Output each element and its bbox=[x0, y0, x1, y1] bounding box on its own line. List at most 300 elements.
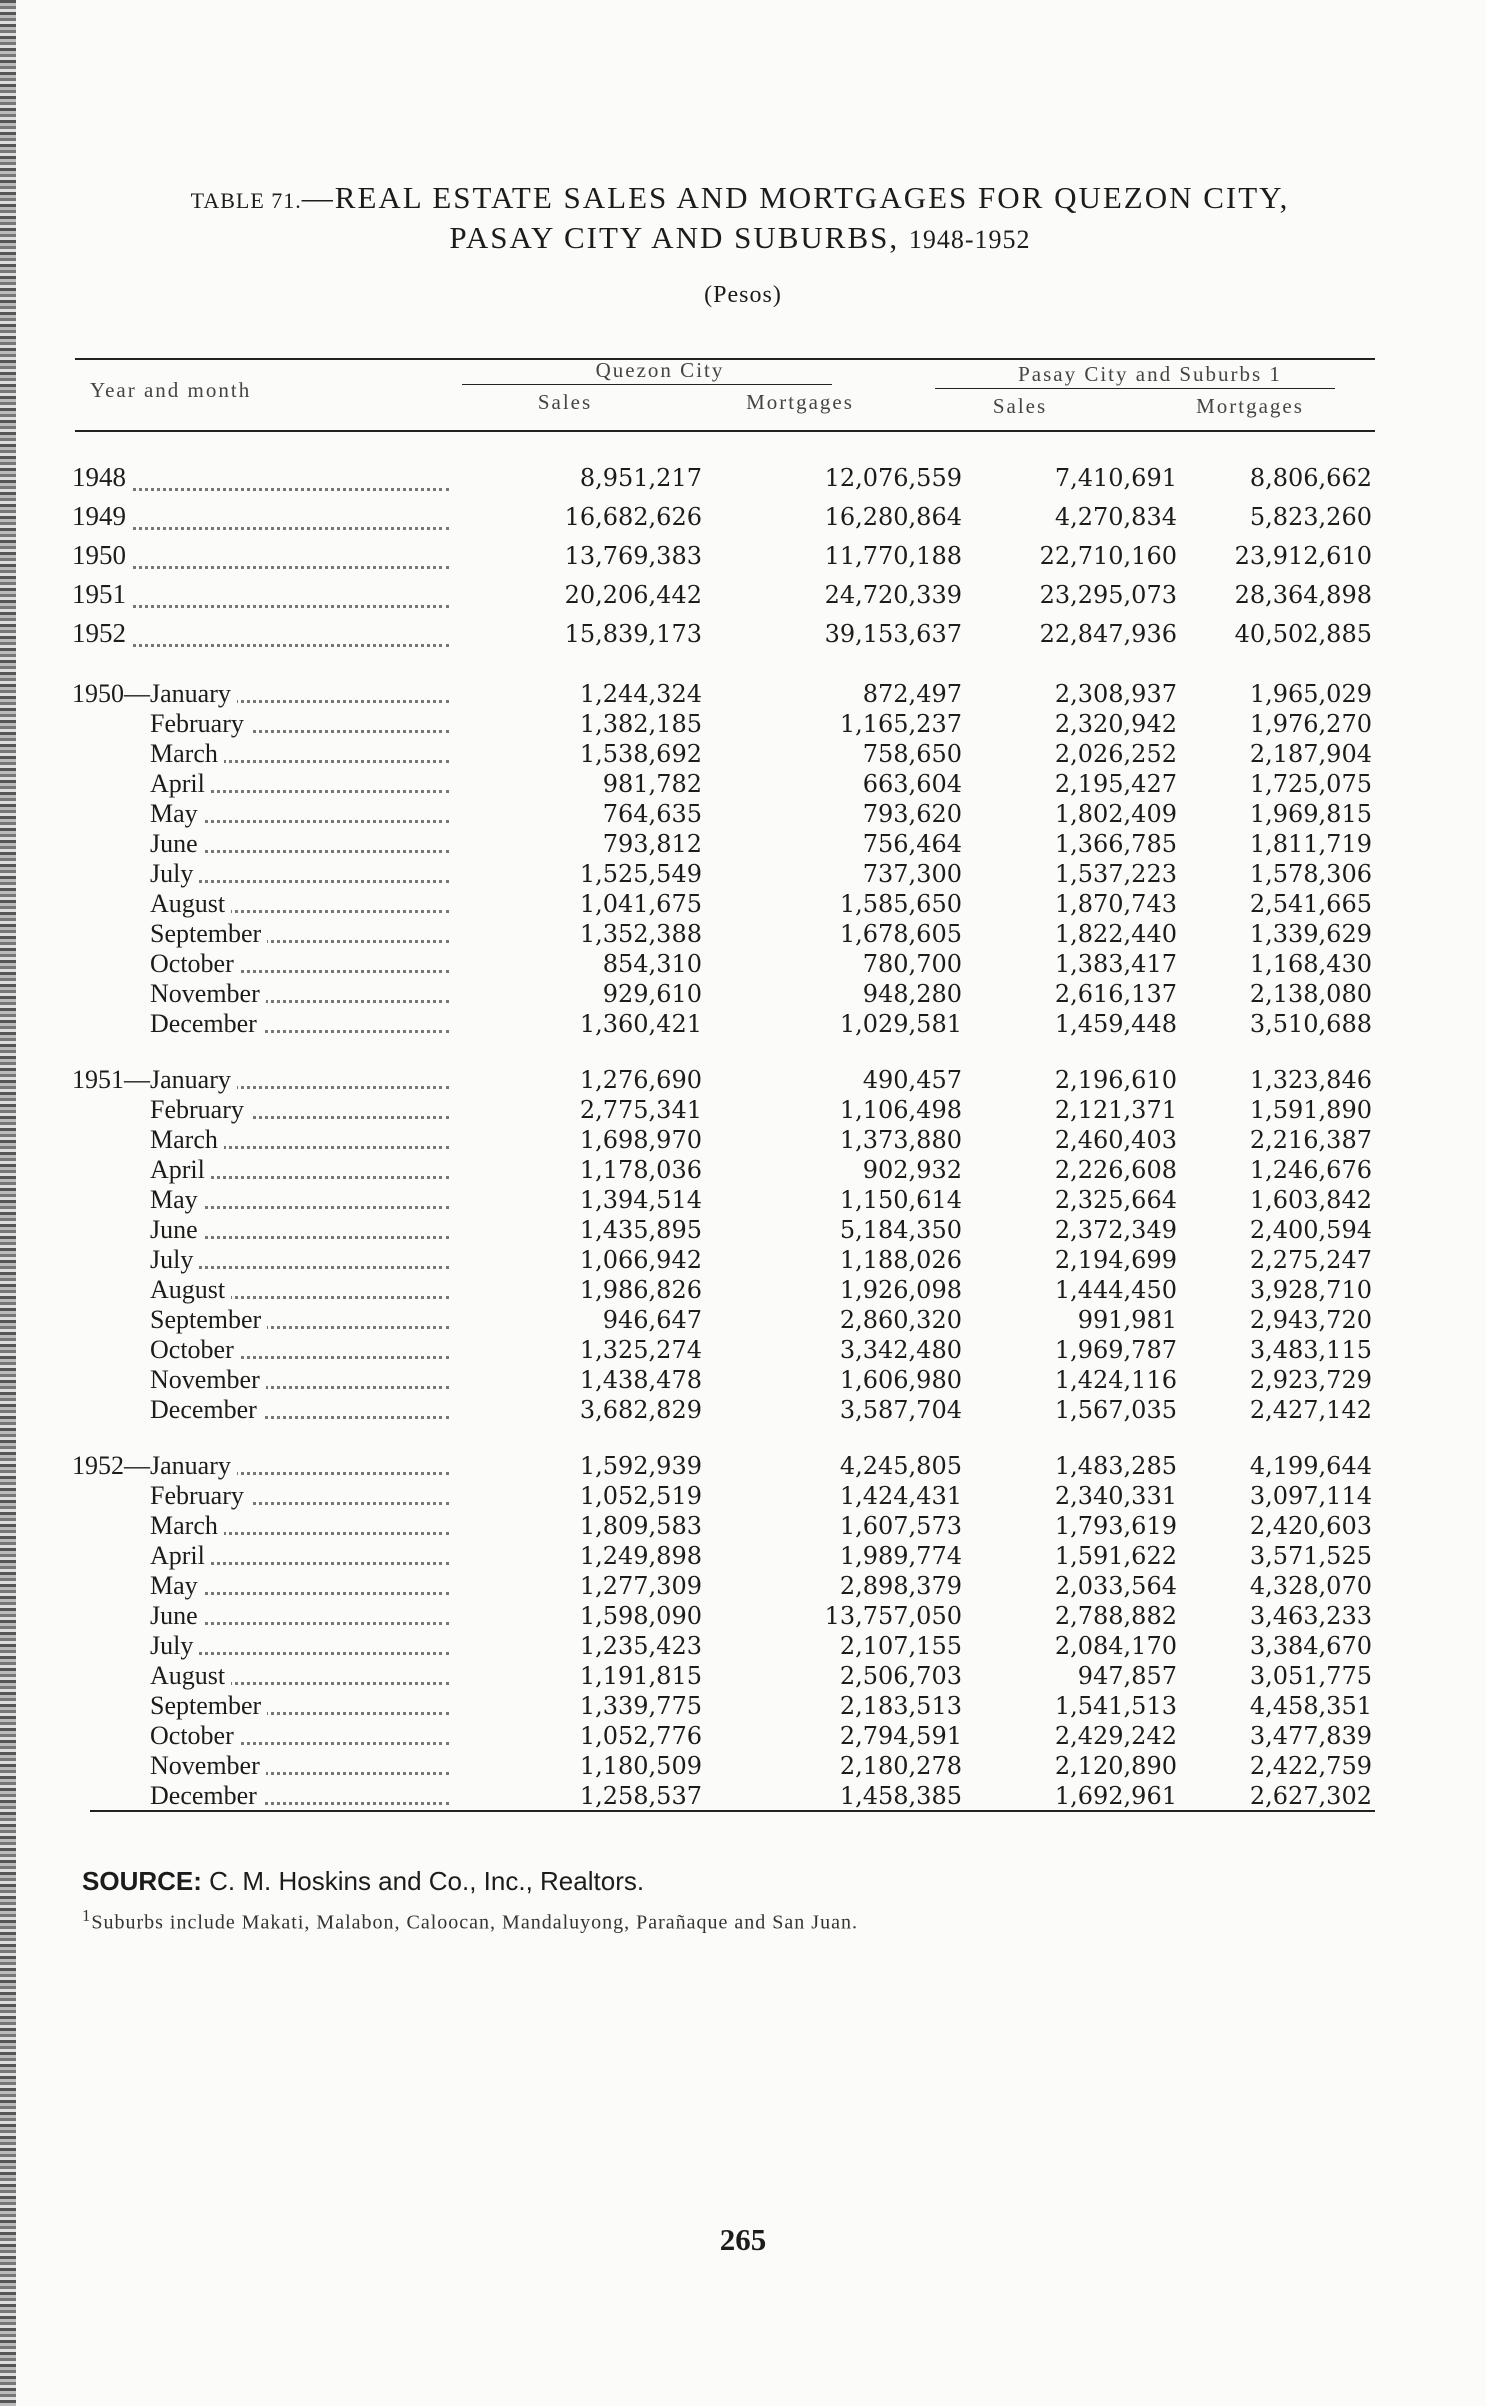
cell-ps-sales: 23,295,073 bbox=[1039, 581, 1177, 609]
cell-ps-sales: 2,121,371 bbox=[1054, 1096, 1177, 1124]
row-label-text: September bbox=[72, 1691, 267, 1720]
cell-ps-sales: 22,847,936 bbox=[1039, 620, 1177, 648]
table-row bbox=[72, 1245, 1382, 1275]
row-label-text: July bbox=[72, 859, 199, 888]
caption-title-2: PASAY CITY AND SUBURBS, bbox=[449, 220, 900, 255]
table-row bbox=[72, 497, 1382, 536]
monthly-group-1950 bbox=[72, 679, 1382, 1039]
row-label-text: May bbox=[72, 1571, 204, 1600]
row-label-text: June bbox=[72, 1601, 204, 1630]
cell-ps-sales: 1,483,285 bbox=[1054, 1452, 1177, 1480]
row-label bbox=[72, 1125, 457, 1155]
caption-years: 1948-1952 bbox=[908, 225, 1031, 254]
cell-ps-sales: 1,424,116 bbox=[1054, 1366, 1177, 1394]
table-row bbox=[72, 1541, 1382, 1571]
row-label bbox=[72, 709, 457, 739]
month-name: January bbox=[150, 679, 231, 708]
source-text: C. M. Hoskins and Co., Inc., Realtors. bbox=[209, 1866, 645, 1896]
cell-qc-mortgages: 780,700 bbox=[862, 950, 962, 978]
cell-qc-sales: 1,178,036 bbox=[579, 1156, 702, 1184]
row-label bbox=[72, 679, 457, 709]
cell-ps-mortgages: 2,627,302 bbox=[1249, 1782, 1372, 1810]
table-row bbox=[72, 1511, 1382, 1541]
row-label-text: November bbox=[72, 1751, 266, 1780]
table-row bbox=[72, 1451, 1382, 1481]
cell-qc-mortgages: 902,932 bbox=[862, 1156, 962, 1184]
row-label-text: March bbox=[72, 1511, 224, 1540]
row-label-text: 1951 bbox=[72, 579, 132, 609]
table-row bbox=[72, 889, 1382, 919]
cell-ps-sales: 2,033,564 bbox=[1054, 1572, 1177, 1600]
table-row bbox=[72, 1125, 1382, 1155]
table-row bbox=[72, 1185, 1382, 1215]
cell-ps-mortgages: 3,483,115 bbox=[1249, 1336, 1372, 1364]
cell-qc-mortgages: 11,770,188 bbox=[824, 542, 962, 570]
caption-line-1 bbox=[100, 180, 1380, 216]
cell-ps-sales: 2,120,890 bbox=[1054, 1752, 1177, 1780]
page-number: 265 bbox=[719, 2222, 767, 2257]
cell-qc-mortgages: 2,860,320 bbox=[839, 1306, 962, 1334]
row-label-text: June bbox=[72, 829, 204, 858]
cell-qc-sales: 2,775,341 bbox=[579, 1096, 702, 1124]
cell-qc-sales: 1,525,549 bbox=[579, 860, 702, 888]
table-row bbox=[72, 575, 1382, 614]
cell-ps-sales: 1,793,619 bbox=[1054, 1512, 1177, 1540]
row-label bbox=[72, 575, 457, 614]
row-label bbox=[72, 739, 457, 769]
footnote bbox=[82, 1906, 858, 1935]
table-row bbox=[72, 536, 1382, 575]
cell-qc-mortgages: 2,180,278 bbox=[839, 1752, 962, 1780]
row-label-text: December bbox=[72, 1395, 263, 1424]
cell-ps-sales: 2,226,608 bbox=[1054, 1156, 1177, 1184]
table-row bbox=[72, 1631, 1382, 1661]
monthly-group-1951 bbox=[72, 1065, 1382, 1425]
cell-ps-mortgages: 2,400,594 bbox=[1249, 1216, 1372, 1244]
row-label-text bbox=[72, 1451, 237, 1480]
row-label bbox=[72, 536, 457, 575]
cell-qc-sales: 1,258,537 bbox=[579, 1782, 702, 1810]
row-label bbox=[72, 1451, 457, 1481]
table-row bbox=[72, 859, 1382, 889]
cell-ps-mortgages: 2,923,729 bbox=[1249, 1366, 1372, 1394]
row-label-text: October bbox=[72, 1721, 240, 1750]
table-row bbox=[72, 1275, 1382, 1305]
header-qc-mortgages: Mortgages bbox=[746, 390, 854, 414]
table-row bbox=[72, 949, 1382, 979]
monthly-group-1952 bbox=[72, 1451, 1382, 1811]
cell-ps-sales: 2,026,252 bbox=[1054, 740, 1177, 768]
row-label-text: November bbox=[72, 979, 266, 1008]
cell-qc-sales: 1,394,514 bbox=[579, 1186, 702, 1214]
cell-ps-sales: 2,788,882 bbox=[1054, 1602, 1177, 1630]
row-label-text bbox=[72, 679, 237, 708]
row-label-text: July bbox=[72, 1245, 199, 1274]
month-name: January bbox=[150, 1451, 231, 1480]
cell-ps-mortgages: 23,912,610 bbox=[1234, 542, 1372, 570]
cell-qc-sales: 1,360,421 bbox=[579, 1010, 702, 1038]
row-label-text: October bbox=[72, 949, 240, 978]
row-label bbox=[72, 1721, 457, 1751]
row-label-text: February bbox=[72, 1481, 250, 1510]
row-label-text: December bbox=[72, 1009, 263, 1038]
row-label-text: May bbox=[72, 799, 204, 828]
cell-qc-sales: 20,206,442 bbox=[564, 581, 702, 609]
cell-ps-sales: 2,372,349 bbox=[1054, 1216, 1177, 1244]
cell-ps-sales: 1,567,035 bbox=[1054, 1396, 1177, 1424]
cell-qc-sales: 1,325,274 bbox=[579, 1336, 702, 1364]
cell-ps-mortgages: 2,427,142 bbox=[1249, 1396, 1372, 1424]
cell-ps-mortgages: 2,138,080 bbox=[1249, 980, 1372, 1008]
cell-ps-mortgages: 4,199,644 bbox=[1249, 1452, 1372, 1480]
cell-qc-sales: 1,249,898 bbox=[579, 1542, 702, 1570]
table-row bbox=[72, 1335, 1382, 1365]
row-label-text: April bbox=[72, 769, 211, 798]
row-label bbox=[72, 1245, 457, 1275]
cell-ps-mortgages: 3,463,233 bbox=[1249, 1602, 1372, 1630]
cell-qc-mortgages: 1,029,581 bbox=[839, 1010, 962, 1038]
row-label-text: 1949 bbox=[72, 501, 132, 531]
cell-qc-mortgages: 3,587,704 bbox=[839, 1396, 962, 1424]
table-row bbox=[72, 1751, 1382, 1781]
row-label-text: February bbox=[72, 1095, 250, 1124]
cell-qc-mortgages: 1,188,026 bbox=[839, 1246, 962, 1274]
cell-ps-sales: 1,366,785 bbox=[1054, 830, 1177, 858]
row-label bbox=[72, 1751, 457, 1781]
cell-qc-sales: 1,041,675 bbox=[579, 890, 702, 918]
data-table bbox=[72, 458, 1382, 1837]
cell-qc-mortgages: 2,107,155 bbox=[839, 1632, 962, 1660]
row-label-text: March bbox=[72, 1125, 224, 1154]
cell-qc-sales: 1,598,090 bbox=[579, 1602, 702, 1630]
row-label bbox=[72, 1275, 457, 1305]
cell-qc-mortgages: 16,280,864 bbox=[824, 503, 962, 531]
cell-ps-sales: 2,325,664 bbox=[1054, 1186, 1177, 1214]
cell-qc-sales: 946,647 bbox=[602, 1306, 702, 1334]
cell-qc-mortgages: 1,165,237 bbox=[839, 710, 962, 738]
cell-ps-mortgages: 1,168,430 bbox=[1249, 950, 1372, 978]
cell-qc-mortgages: 758,650 bbox=[862, 740, 962, 768]
cell-ps-sales: 1,802,409 bbox=[1054, 800, 1177, 828]
cell-ps-sales: 1,383,417 bbox=[1054, 950, 1177, 978]
row-label-text: June bbox=[72, 1215, 204, 1244]
cell-qc-mortgages: 490,457 bbox=[862, 1066, 962, 1094]
cell-qc-mortgages: 737,300 bbox=[862, 860, 962, 888]
cell-qc-mortgages: 1,607,573 bbox=[839, 1512, 962, 1540]
cell-qc-sales: 13,769,383 bbox=[564, 542, 702, 570]
cell-ps-mortgages: 1,969,815 bbox=[1249, 800, 1372, 828]
cell-ps-sales: 1,537,223 bbox=[1054, 860, 1177, 888]
row-label-text: October bbox=[72, 1335, 240, 1364]
cell-ps-sales: 2,195,427 bbox=[1054, 770, 1177, 798]
row-label bbox=[72, 1305, 457, 1335]
cell-qc-sales: 1,592,939 bbox=[579, 1452, 702, 1480]
cell-qc-mortgages: 3,342,480 bbox=[839, 1336, 962, 1364]
cell-ps-sales: 947,857 bbox=[1077, 1662, 1177, 1690]
table-row bbox=[72, 1065, 1382, 1095]
cell-qc-mortgages: 1,606,980 bbox=[839, 1366, 962, 1394]
table-row bbox=[72, 1365, 1382, 1395]
table-row bbox=[72, 1009, 1382, 1039]
table-row bbox=[72, 979, 1382, 1009]
cell-qc-sales: 929,610 bbox=[602, 980, 702, 1008]
cell-ps-mortgages: 3,477,839 bbox=[1249, 1722, 1372, 1750]
cell-qc-mortgages: 2,183,513 bbox=[839, 1692, 962, 1720]
header-ps-sales: Sales bbox=[992, 394, 1048, 418]
cell-qc-sales: 1,066,942 bbox=[579, 1246, 702, 1274]
cell-qc-mortgages: 1,585,650 bbox=[839, 890, 962, 918]
cell-ps-sales: 991,981 bbox=[1077, 1306, 1177, 1334]
row-label-text: 1950 bbox=[72, 540, 132, 570]
cell-qc-mortgages: 2,506,703 bbox=[839, 1662, 962, 1690]
row-label-text: March bbox=[72, 739, 224, 768]
cell-ps-sales: 1,870,743 bbox=[1054, 890, 1177, 918]
cell-qc-sales: 1,244,324 bbox=[579, 680, 702, 708]
cell-qc-sales: 1,052,519 bbox=[579, 1482, 702, 1510]
row-label bbox=[72, 1511, 457, 1541]
cell-ps-mortgages: 1,725,075 bbox=[1249, 770, 1372, 798]
row-label bbox=[72, 1481, 457, 1511]
row-label-text: April bbox=[72, 1541, 211, 1570]
cell-qc-mortgages: 2,794,591 bbox=[839, 1722, 962, 1750]
cell-qc-sales: 764,635 bbox=[602, 800, 702, 828]
row-label bbox=[72, 1365, 457, 1395]
cell-ps-mortgages: 8,806,662 bbox=[1249, 464, 1372, 492]
caption-line-2 bbox=[100, 220, 1380, 256]
table-row bbox=[72, 769, 1382, 799]
table-row bbox=[72, 1661, 1382, 1691]
header-qc-sales: Sales bbox=[537, 390, 593, 414]
cell-ps-mortgages: 3,097,114 bbox=[1249, 1482, 1372, 1510]
cell-ps-mortgages: 1,246,676 bbox=[1249, 1156, 1372, 1184]
month-name: January bbox=[150, 1065, 231, 1094]
cell-qc-sales: 3,682,829 bbox=[579, 1396, 702, 1424]
cell-ps-mortgages: 2,943,720 bbox=[1249, 1306, 1372, 1334]
row-label bbox=[72, 614, 457, 653]
year-prefix: 1950— bbox=[72, 679, 150, 708]
source-label: SOURCE: bbox=[82, 1866, 202, 1896]
footnote-marker: 1 bbox=[82, 1906, 92, 1925]
table-bottom-rule bbox=[90, 1810, 1375, 1812]
cell-qc-mortgages: 663,604 bbox=[862, 770, 962, 798]
footnote-text: Suburbs include Makati, Malabon, Caloocan, Mandaluyong, Parañaque and San Juan. bbox=[91, 1911, 858, 1934]
cell-qc-mortgages: 1,373,880 bbox=[839, 1126, 962, 1154]
cell-qc-sales: 1,191,815 bbox=[579, 1662, 702, 1690]
cell-ps-mortgages: 2,422,759 bbox=[1249, 1752, 1372, 1780]
row-label bbox=[72, 1781, 457, 1811]
header-group-pasay-rule bbox=[935, 388, 1335, 389]
cell-ps-sales: 2,340,331 bbox=[1054, 1482, 1177, 1510]
table-row bbox=[72, 1691, 1382, 1721]
cell-ps-sales: 2,084,170 bbox=[1054, 1632, 1177, 1660]
row-label bbox=[72, 1009, 457, 1039]
cell-ps-sales: 22,710,160 bbox=[1039, 542, 1177, 570]
table-row bbox=[72, 1095, 1382, 1125]
table-row bbox=[72, 458, 1382, 497]
row-label bbox=[72, 1661, 457, 1691]
header-stub: Year and month bbox=[90, 378, 252, 402]
cell-ps-sales: 4,270,834 bbox=[1054, 503, 1177, 531]
cell-ps-mortgages: 1,811,719 bbox=[1249, 830, 1372, 858]
cell-qc-mortgages: 4,245,805 bbox=[839, 1452, 962, 1480]
table-row bbox=[72, 614, 1382, 653]
row-label-text: August bbox=[72, 889, 231, 918]
cell-ps-sales: 2,429,242 bbox=[1054, 1722, 1177, 1750]
cell-ps-mortgages: 3,384,670 bbox=[1249, 1632, 1372, 1660]
cell-ps-mortgages: 4,458,351 bbox=[1249, 1692, 1372, 1720]
table-label: TABLE 71. bbox=[190, 188, 302, 213]
table-row bbox=[72, 1155, 1382, 1185]
table-row bbox=[72, 1305, 1382, 1335]
table-row bbox=[72, 1481, 1382, 1511]
cell-ps-sales: 2,308,937 bbox=[1054, 680, 1177, 708]
row-label bbox=[72, 829, 457, 859]
cell-ps-mortgages: 4,328,070 bbox=[1249, 1572, 1372, 1600]
cell-ps-mortgages: 1,603,842 bbox=[1249, 1186, 1372, 1214]
cell-ps-mortgages: 1,965,029 bbox=[1249, 680, 1372, 708]
cell-ps-mortgages: 1,591,890 bbox=[1249, 1096, 1372, 1124]
cell-ps-sales: 1,692,961 bbox=[1054, 1782, 1177, 1810]
cell-qc-sales: 981,782 bbox=[602, 770, 702, 798]
row-label-text: August bbox=[72, 1275, 231, 1304]
unit-label: (Pesos) bbox=[704, 282, 782, 308]
cell-qc-sales: 793,812 bbox=[602, 830, 702, 858]
cell-qc-sales: 1,276,690 bbox=[579, 1066, 702, 1094]
cell-qc-sales: 8,951,217 bbox=[579, 464, 702, 492]
cell-qc-mortgages: 12,076,559 bbox=[824, 464, 962, 492]
cell-qc-sales: 15,839,173 bbox=[564, 620, 702, 648]
cell-qc-mortgages: 1,678,605 bbox=[839, 920, 962, 948]
caption-dash: — bbox=[301, 180, 335, 215]
cell-ps-mortgages: 3,510,688 bbox=[1249, 1010, 1372, 1038]
row-label bbox=[72, 1215, 457, 1245]
table-caption bbox=[100, 180, 1380, 256]
cell-qc-sales: 16,682,626 bbox=[564, 503, 702, 531]
cell-ps-sales: 1,459,448 bbox=[1054, 1010, 1177, 1038]
cell-ps-sales: 1,822,440 bbox=[1054, 920, 1177, 948]
row-label bbox=[72, 889, 457, 919]
cell-ps-mortgages: 28,364,898 bbox=[1234, 581, 1372, 609]
table-row bbox=[72, 919, 1382, 949]
row-label-text: April bbox=[72, 1155, 211, 1184]
table-row bbox=[72, 1781, 1382, 1811]
cell-qc-mortgages: 1,106,498 bbox=[839, 1096, 962, 1124]
cell-qc-mortgages: 2,898,379 bbox=[839, 1572, 962, 1600]
row-label-text: November bbox=[72, 1365, 266, 1394]
cell-ps-sales: 1,541,513 bbox=[1054, 1692, 1177, 1720]
cell-ps-mortgages: 2,420,603 bbox=[1249, 1512, 1372, 1540]
cell-ps-sales: 1,591,622 bbox=[1054, 1542, 1177, 1570]
row-label bbox=[72, 1541, 457, 1571]
table-row bbox=[72, 1395, 1382, 1425]
row-label bbox=[72, 1631, 457, 1661]
cell-ps-mortgages: 2,187,904 bbox=[1249, 740, 1372, 768]
cell-qc-mortgages: 5,184,350 bbox=[839, 1216, 962, 1244]
cell-ps-sales: 2,194,699 bbox=[1054, 1246, 1177, 1274]
cell-ps-sales: 1,444,450 bbox=[1054, 1276, 1177, 1304]
table-row bbox=[72, 829, 1382, 859]
cell-ps-mortgages: 3,928,710 bbox=[1249, 1276, 1372, 1304]
cell-qc-sales: 1,180,509 bbox=[579, 1752, 702, 1780]
caption-title-1: REAL ESTATE SALES AND MORTGAGES FOR QUEZON CITY, bbox=[334, 180, 1290, 215]
row-label bbox=[72, 769, 457, 799]
cell-qc-mortgages: 1,458,385 bbox=[839, 1782, 962, 1810]
cell-ps-sales: 2,320,942 bbox=[1054, 710, 1177, 738]
row-label-text: February bbox=[72, 709, 250, 738]
cell-qc-sales: 1,339,775 bbox=[579, 1692, 702, 1720]
table-row bbox=[72, 1721, 1382, 1751]
cell-qc-mortgages: 1,150,614 bbox=[839, 1186, 962, 1214]
table-row bbox=[72, 679, 1382, 709]
table-row bbox=[72, 709, 1382, 739]
cell-qc-mortgages: 1,926,098 bbox=[839, 1276, 962, 1304]
row-label bbox=[72, 949, 457, 979]
row-label bbox=[72, 1185, 457, 1215]
row-label bbox=[72, 1065, 457, 1095]
table-row bbox=[72, 739, 1382, 769]
row-label-text: September bbox=[72, 919, 267, 948]
row-label bbox=[72, 919, 457, 949]
row-label-text: August bbox=[72, 1661, 231, 1690]
header-group-quezon-rule bbox=[462, 384, 832, 385]
cell-ps-mortgages: 1,339,629 bbox=[1249, 920, 1372, 948]
cell-qc-sales: 1,277,309 bbox=[579, 1572, 702, 1600]
cell-ps-mortgages: 2,541,665 bbox=[1249, 890, 1372, 918]
cell-ps-sales: 7,410,691 bbox=[1054, 464, 1177, 492]
row-label bbox=[72, 979, 457, 1009]
cell-ps-mortgages: 40,502,885 bbox=[1234, 620, 1372, 648]
cell-ps-mortgages: 5,823,260 bbox=[1249, 503, 1372, 531]
cell-ps-mortgages: 3,571,525 bbox=[1249, 1542, 1372, 1570]
cell-ps-sales: 2,460,403 bbox=[1054, 1126, 1177, 1154]
cell-qc-mortgages: 1,989,774 bbox=[839, 1542, 962, 1570]
cell-qc-sales: 1,538,692 bbox=[579, 740, 702, 768]
cell-ps-mortgages: 1,976,270 bbox=[1249, 710, 1372, 738]
row-label-text bbox=[72, 1065, 237, 1094]
row-label-text: 1948 bbox=[72, 462, 132, 492]
row-label bbox=[72, 799, 457, 829]
row-label-text: September bbox=[72, 1305, 267, 1334]
cell-ps-sales: 2,196,610 bbox=[1054, 1066, 1177, 1094]
row-label-text: July bbox=[72, 1631, 199, 1660]
row-label bbox=[72, 1691, 457, 1721]
table-row bbox=[72, 799, 1382, 829]
cell-qc-mortgages: 13,757,050 bbox=[824, 1602, 962, 1630]
year-prefix: 1952— bbox=[72, 1451, 150, 1480]
table-row bbox=[72, 1215, 1382, 1245]
cell-qc-sales: 1,235,423 bbox=[579, 1632, 702, 1660]
row-label bbox=[72, 458, 457, 497]
row-label bbox=[72, 1601, 457, 1631]
cell-qc-sales: 1,382,185 bbox=[579, 710, 702, 738]
header-group-pasay: Pasay City and Suburbs 1 bbox=[1018, 362, 1282, 386]
row-label-text: 1952 bbox=[72, 618, 132, 648]
cell-qc-sales: 1,809,583 bbox=[579, 1512, 702, 1540]
cell-ps-sales: 2,616,137 bbox=[1054, 980, 1177, 1008]
row-label-text: December bbox=[72, 1781, 263, 1810]
scanned-page-edge bbox=[0, 0, 16, 2406]
cell-qc-mortgages: 793,620 bbox=[862, 800, 962, 828]
row-label bbox=[72, 1155, 457, 1185]
row-label bbox=[72, 1395, 457, 1425]
cell-qc-sales: 854,310 bbox=[602, 950, 702, 978]
table-row bbox=[72, 1601, 1382, 1631]
cell-qc-mortgages: 872,497 bbox=[862, 680, 962, 708]
cell-ps-mortgages: 2,216,387 bbox=[1249, 1126, 1372, 1154]
row-label bbox=[72, 1335, 457, 1365]
cell-qc-mortgages: 39,153,637 bbox=[824, 620, 962, 648]
row-label bbox=[72, 859, 457, 889]
